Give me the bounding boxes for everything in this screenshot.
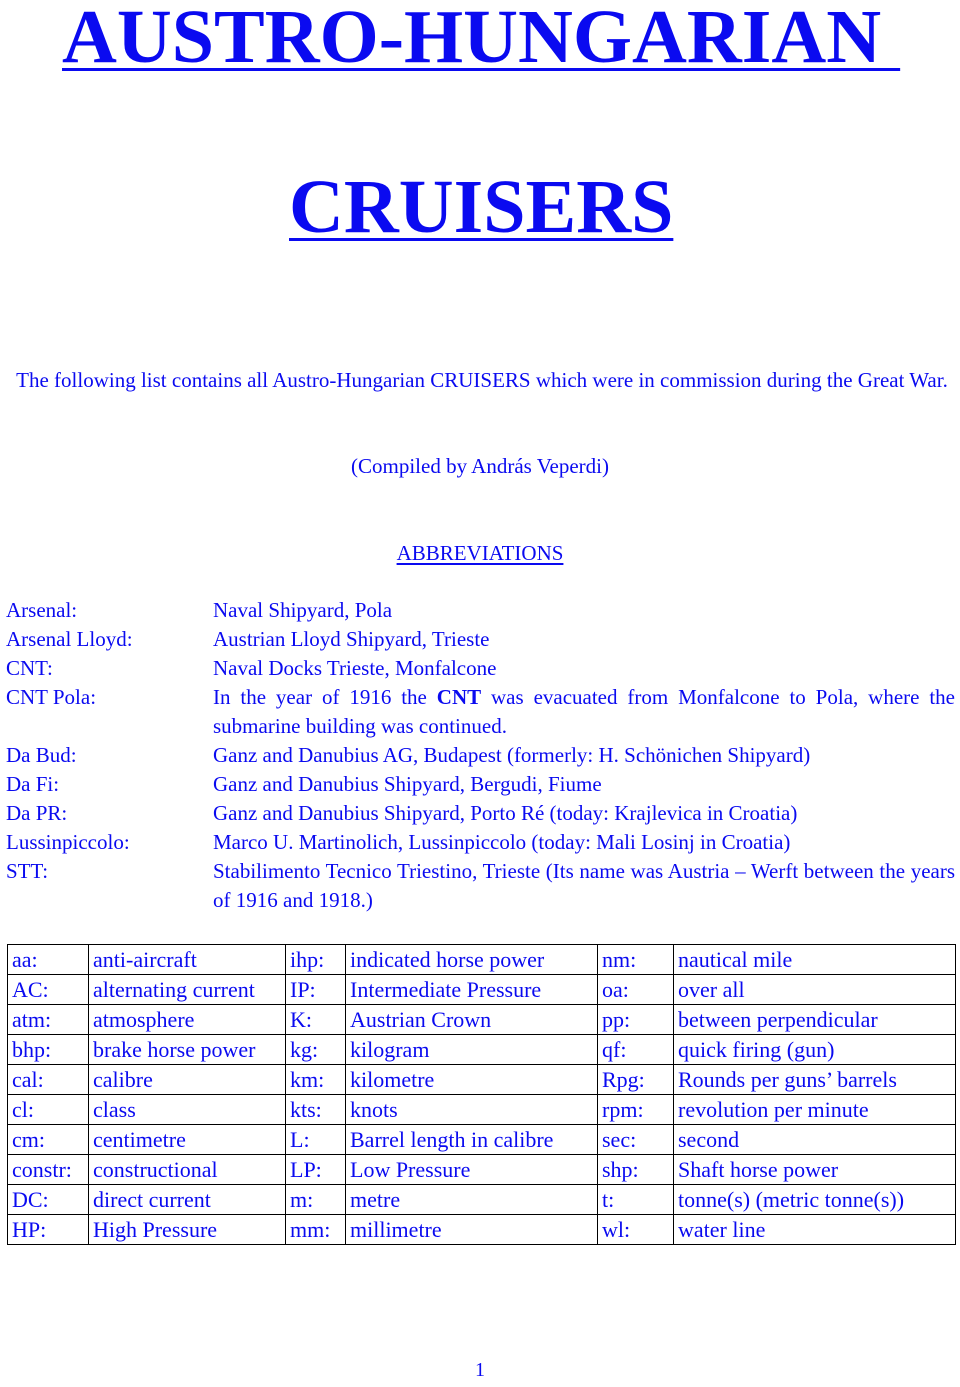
meaning-cell: revolution per minute <box>674 1095 956 1125</box>
abbreviation-cell: HP: <box>8 1215 89 1245</box>
abbreviation-cell: t: <box>598 1185 674 1215</box>
abbreviation-cell: atm: <box>8 1005 89 1035</box>
abbreviation-cell: m: <box>286 1185 346 1215</box>
abbreviation-cell: cm: <box>8 1125 89 1155</box>
table-row <box>8 1095 956 1125</box>
abbreviation-value: Ganz and Danubius Shipyard, Porto Ré (today: Krajlevica in Croatia) <box>213 801 798 825</box>
meaning-cell: water line <box>674 1215 956 1245</box>
meaning-cell: kilometre <box>346 1065 598 1095</box>
table-row <box>8 1125 956 1155</box>
meaning-cell: constructional <box>89 1155 286 1185</box>
abbreviation-cell: kts: <box>286 1095 346 1125</box>
meaning-cell: metre <box>346 1185 598 1215</box>
abbreviation-cell: IP: <box>286 975 346 1005</box>
table-row <box>8 1035 956 1065</box>
abbreviation-value: Naval Shipyard, Pola <box>213 598 393 622</box>
meaning-cell: second <box>674 1125 956 1155</box>
meaning-cell: quick firing (gun) <box>674 1035 956 1065</box>
meaning-cell: class <box>89 1095 286 1125</box>
list-item <box>0 596 960 625</box>
abbreviation-key: CNT: <box>6 656 53 680</box>
meaning-cell: Rounds per guns’ barrels <box>674 1065 956 1095</box>
value-text-after: was evacuated from Monfalcone to Pola, where the submarine building was continued. <box>213 685 955 738</box>
abbreviation-value: Ganz and Danubius AG, Budapest (formerly: H. Schönichen Shipyard) <box>213 743 811 767</box>
abbreviation-key: Arsenal Lloyd: <box>6 627 133 651</box>
abbreviation-cell: constr: <box>8 1155 89 1185</box>
meaning-cell: calibre <box>89 1065 286 1095</box>
abbreviation-cell: AC: <box>8 975 89 1005</box>
list-item <box>0 828 960 857</box>
page-number: 1 <box>475 1359 485 1381</box>
abbreviation-key: STT: <box>6 859 49 883</box>
abbreviations-table <box>7 944 956 1245</box>
abbreviation-cell: LP: <box>286 1155 346 1185</box>
list-item <box>0 683 960 741</box>
abbreviation-cell: bhp: <box>8 1035 89 1065</box>
meaning-cell: centimetre <box>89 1125 286 1155</box>
list-item <box>0 654 960 683</box>
abbreviation-cell: shp: <box>598 1155 674 1185</box>
meaning-cell: millimetre <box>346 1215 598 1245</box>
meaning-cell: brake horse power <box>89 1035 286 1065</box>
meaning-cell: between perpendicular <box>674 1005 956 1035</box>
abbreviation-cell: aa: <box>8 945 89 975</box>
meaning-cell: anti-aircraft <box>89 945 286 975</box>
abbreviation-cell: sec: <box>598 1125 674 1155</box>
abbreviation-cell: mm: <box>286 1215 346 1245</box>
list-item <box>0 625 960 654</box>
abbreviation-cell: nm: <box>598 945 674 975</box>
abbreviation-cell: Rpg: <box>598 1065 674 1095</box>
meaning-cell: direct current <box>89 1185 286 1215</box>
abbreviation-cell: km: <box>286 1065 346 1095</box>
meaning-cell: Shaft horse power <box>674 1155 956 1185</box>
table-row <box>8 1065 956 1095</box>
table-row <box>8 1215 956 1245</box>
abbreviation-value: Marco U. Martinolich, Lussinpiccolo (today: Mali Losinj in Croatia) <box>213 830 791 854</box>
meaning-cell: High Pressure <box>89 1215 286 1245</box>
document-title-line-2: CRUISERS <box>289 165 674 249</box>
abbreviation-cell: ihp: <box>286 945 346 975</box>
abbreviation-cell: cal: <box>8 1065 89 1095</box>
abbreviation-cell: rpm: <box>598 1095 674 1125</box>
abbreviation-value <box>213 683 955 741</box>
table-row <box>8 1185 956 1215</box>
meaning-cell: indicated horse power <box>346 945 598 975</box>
abbreviation-key: Arsenal: <box>6 598 78 622</box>
table-row <box>8 975 956 1005</box>
abbreviation-cell: cl: <box>8 1095 89 1125</box>
table-row <box>8 945 956 975</box>
abbreviation-cell: qf: <box>598 1035 674 1065</box>
abbreviation-value: Stabilimento Tecnico Triestino, Trieste (Its name was Austria – Werft between the years of 1916 and 1918.) <box>213 859 955 912</box>
abbreviation-key: Da PR: <box>6 801 68 825</box>
abbreviation-key: Da Fi: <box>6 772 60 796</box>
shipyard-abbreviation-list <box>0 596 960 915</box>
abbreviation-value: Naval Docks Trieste, Monfalcone <box>213 656 497 680</box>
abbreviations-table-body <box>8 945 956 1245</box>
document-title-line-1: AUSTRO-HUNGARIAN <box>62 0 901 79</box>
meaning-cell: knots <box>346 1095 598 1125</box>
abbreviation-cell: oa: <box>598 975 674 1005</box>
list-item <box>0 741 960 770</box>
intro-paragraph: The following list contains all Austro-Hungarian CRUISERS which were in commission during the Great War. <box>16 368 948 392</box>
abbreviations-heading: ABBREVIATIONS <box>396 541 564 565</box>
meaning-cell: kilogram <box>346 1035 598 1065</box>
list-item <box>0 770 960 799</box>
meaning-cell: atmosphere <box>89 1005 286 1035</box>
meaning-cell: Barrel length in calibre <box>346 1125 598 1155</box>
abbreviation-value: Ganz and Danubius Shipyard, Bergudi, Fiume <box>213 772 602 796</box>
abbreviation-cell: K: <box>286 1005 346 1035</box>
abbreviation-key: CNT Pola: <box>6 685 97 709</box>
meaning-cell: over all <box>674 975 956 1005</box>
list-item <box>0 799 960 828</box>
table-row <box>8 1155 956 1185</box>
meaning-cell: Low Pressure <box>346 1155 598 1185</box>
meaning-cell: Austrian Crown <box>346 1005 598 1035</box>
abbreviation-cell: wl: <box>598 1215 674 1245</box>
meaning-cell: nautical mile <box>674 945 956 975</box>
meaning-cell: Intermediate Pressure <box>346 975 598 1005</box>
value-bold-cnt: CNT <box>436 685 482 709</box>
table-row <box>8 1005 956 1035</box>
abbreviation-key: Lussinpiccolo: <box>6 830 130 854</box>
abbreviation-key: Da Bud: <box>6 743 77 767</box>
meaning-cell: tonne(s) (metric tonne(s)) <box>674 1185 956 1215</box>
abbreviation-cell: DC: <box>8 1185 89 1215</box>
list-item <box>0 857 960 915</box>
compiled-by-line: (Compiled by András Veperdi) <box>351 454 609 478</box>
meaning-cell: alternating current <box>89 975 286 1005</box>
abbreviation-value: Austrian Lloyd Shipyard, Trieste <box>213 627 490 651</box>
abbreviation-cell: pp: <box>598 1005 674 1035</box>
abbreviation-cell: kg: <box>286 1035 346 1065</box>
abbreviation-cell: L: <box>286 1125 346 1155</box>
value-text-before: In the year of 1916 the <box>213 685 437 709</box>
